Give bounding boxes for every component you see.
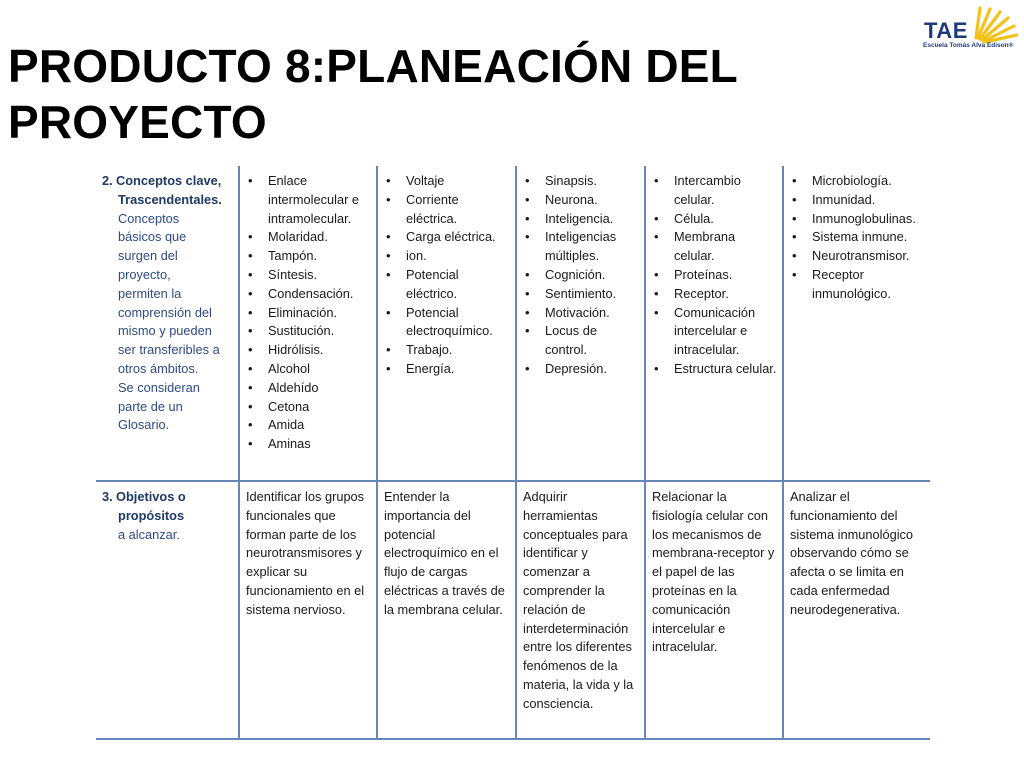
- list-item: • Corriente eléctrica.: [406, 191, 510, 229]
- list-item: • Inmunoglobulinas.: [812, 210, 925, 229]
- list-item: • Cetona: [268, 398, 371, 417]
- list-item: • Potencial electroquímico.: [406, 304, 510, 342]
- objective-cell-3: [516, 481, 645, 739]
- slide-title: [8, 38, 888, 150]
- objective-cell-4: [645, 481, 783, 739]
- desc-line: Se consideran: [118, 379, 200, 395]
- list-item: • Sustitución.: [268, 322, 371, 341]
- list-item: • Microbiología.: [812, 172, 925, 191]
- slide-title-line-2: PROYECTO: [8, 96, 267, 148]
- objective-text: Entender la importancia del potencial electroquímico en el flujo de cargas eléctricas a través de la membrana celular.: [384, 489, 505, 617]
- objective-cell-2: [377, 481, 516, 739]
- list-item: • Sentimiento.: [545, 285, 639, 304]
- list-item: • Aminas: [268, 435, 371, 454]
- objective-cell-1: [239, 481, 377, 739]
- concepts-cell-3: [516, 166, 645, 481]
- list-item: • Neurotransmisor.: [812, 247, 925, 266]
- row-description: [102, 210, 233, 436]
- desc-line: comprensión del: [118, 304, 212, 320]
- row-title-line-1: Conceptos clave,: [116, 173, 222, 188]
- list-item: • Cognición.: [545, 266, 639, 285]
- list-item: • Célula.: [674, 210, 777, 229]
- row-header-objetivos: [96, 481, 239, 739]
- concepts-cell-4: [645, 166, 783, 481]
- logo-subtitle: Escuela Tomás Alva Edison®: [923, 42, 1014, 49]
- desc-line: otros ámbitos.: [118, 360, 199, 376]
- list-item: • Sinapsis.: [545, 172, 639, 191]
- list-item: • Energía.: [406, 360, 510, 379]
- planning-table: [96, 166, 930, 740]
- list-item: • Comunicación intercelular e intracelular.: [674, 304, 777, 360]
- list-item: • Amida: [268, 416, 371, 435]
- logo-text: TAE: [924, 18, 968, 43]
- desc-line: parte de un: [118, 398, 183, 414]
- list-item: • Molaridad.: [268, 228, 371, 247]
- row-header-conceptos: [96, 166, 239, 481]
- list-item: • Potencial eléctrico.: [406, 266, 510, 304]
- list-item: • Locus de control.: [545, 322, 639, 360]
- list-item: • Condensación.: [268, 285, 371, 304]
- desc-line: básicos que: [118, 229, 187, 245]
- concepts-cell-2: [377, 166, 516, 481]
- list-item: • Depresión.: [545, 360, 639, 379]
- list-item: • Motivación.: [545, 304, 639, 323]
- list-item: • Tampón.: [268, 247, 371, 266]
- table-row-objetivos: [96, 481, 930, 739]
- list-item: • Estructura celular.: [674, 360, 777, 379]
- objective-text: Identificar los grupos funcionales que forman parte de los neurotransmisores y explicar su funcionamiento en el sistema nervioso.: [246, 489, 365, 617]
- list-item: • Sistema inmune.: [812, 228, 925, 247]
- list-item: • Hidrólisis.: [268, 341, 371, 360]
- row-title-line-1: Objetivos o: [116, 489, 186, 504]
- school-logo: [922, 4, 1018, 52]
- desc-line: mismo y pueden: [118, 323, 212, 339]
- table-row-conceptos: [96, 166, 930, 481]
- row-number: 2.: [102, 173, 113, 188]
- row-title: [102, 172, 233, 191]
- list-item: • Aldehído: [268, 379, 371, 398]
- list-item: • Inteligencia.: [545, 210, 639, 229]
- list-item: • Trabajo.: [406, 341, 510, 360]
- objective-text: Analizar el funcionamiento del sistema inmunológico observando cómo se afecta o se limita en cada enfermedad neurodegenerativa.: [790, 489, 914, 617]
- list-item: • Inmunidad.: [812, 191, 925, 210]
- list-item: • Receptor.: [674, 285, 777, 304]
- concepts-cell-1: [239, 166, 377, 481]
- row-number: 3.: [102, 489, 113, 504]
- desc-line: proyecto,: [118, 266, 171, 282]
- desc-line: Glosario.: [118, 417, 170, 433]
- list-item: • Proteínas.: [674, 266, 777, 285]
- list-item: • Receptor inmunológico.: [812, 266, 925, 304]
- desc-line: ser transferibles a: [118, 342, 220, 358]
- objective-text: Relacionar la fisiología celular con los mecanismos de membrana-receptor y el papel de las proteínas en la comunicación intercelular e intracelular.: [652, 489, 775, 655]
- concepts-cell-5: [783, 166, 930, 481]
- row-description: a alcanzar.: [118, 526, 180, 542]
- list-item: • Neurona.: [545, 191, 639, 210]
- list-item: • Síntesis.: [268, 266, 371, 285]
- slide-title-line-1: PRODUCTO 8:PLANEACIÓN DEL: [8, 40, 738, 92]
- list-item: • Voltaje: [406, 172, 510, 191]
- list-item: • ion.: [406, 247, 510, 266]
- desc-line: surgen del: [118, 248, 178, 264]
- list-item: • Eliminación.: [268, 304, 371, 323]
- list-item: • Intercambio celular.: [674, 172, 777, 210]
- desc-line: permiten la: [118, 285, 182, 301]
- row-title-line-2: Trascendentales.: [118, 191, 222, 207]
- objective-text: Adquirir herramientas conceptuales para identificar y comenzar a comprender la relación de interdeterminación entre los diferentes fenómenos de la materia, la vida y la consciencia.: [523, 489, 634, 711]
- row-title: [102, 488, 233, 507]
- list-item: • Inteligencias múltiples.: [545, 228, 639, 266]
- row-title-line-2: propósitos: [118, 507, 185, 523]
- objective-cell-5: [783, 481, 930, 739]
- list-item: • Membrana celular.: [674, 228, 777, 266]
- list-item: • Enlace intermolecular e intramolecular.: [268, 172, 371, 228]
- list-item: • Carga eléctrica.: [406, 228, 510, 247]
- desc-line: Conceptos: [118, 210, 180, 226]
- list-item: • Alcohol: [268, 360, 371, 379]
